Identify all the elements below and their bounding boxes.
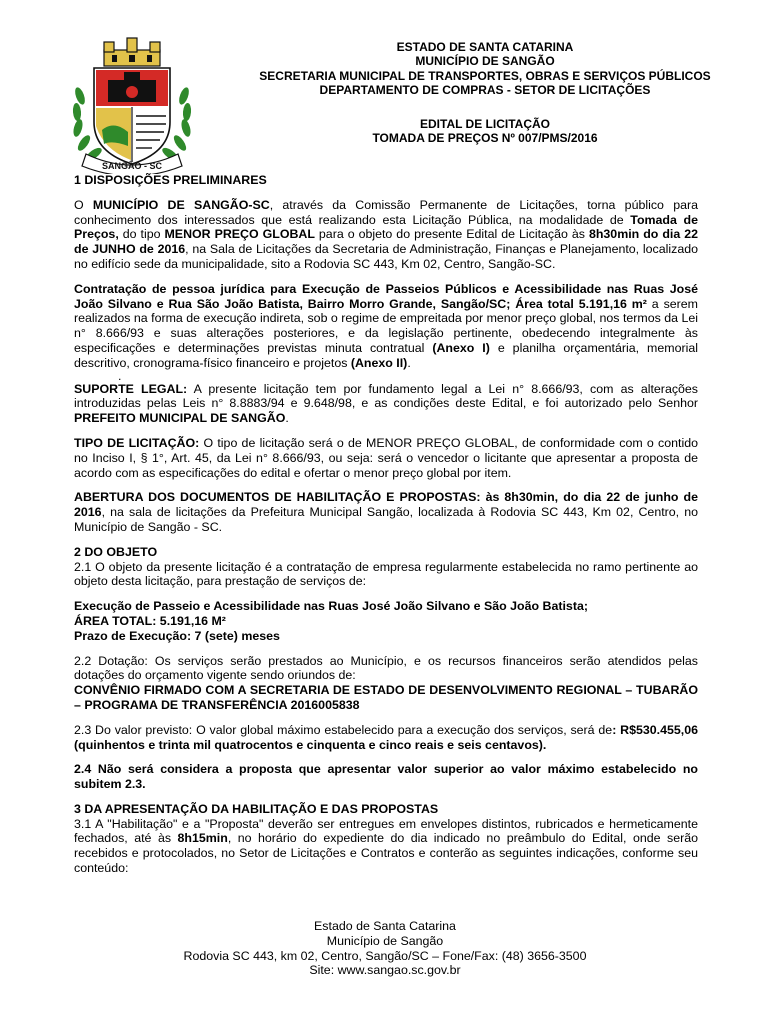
paragraph-object-summary: Contratação de pessoa jurídica para Execução de Passeios Públicos e Acessibilidade nas Ruas José João Silvano e Rua São João Batista, Bairro Morro Grande, Sangão/SC; Área total 5.191,16 m² a serem realizados na forma de execução indireta, sob o regime de empreitada por menor preço global, nos termos da Lei n° 8.666/93 e suas alterações posteriores, e da legislação pertinente, obedecendo integralmente às especificações e determinações previstas minuta contratual (Anexo I) e planilha orçamentária, memorial descritivo, cronograma-físico financeiro e projetos (Anexo II). bbox=[74, 281, 699, 370]
header-state: ESTADO DE SANTA CATARINA bbox=[396, 40, 574, 54]
document-header bbox=[240, 40, 730, 97]
header-municipality: MUNICÍPIO DE SANGÃO bbox=[415, 54, 555, 69]
object-total-area: ÁREA TOTAL: 5.191,16 M² bbox=[74, 613, 226, 628]
section-3-heading: 3 DA APRESENTAÇÃO DA HABILITAÇÃO E DAS PROPOSTAS bbox=[74, 801, 439, 816]
item-2-1: 2.1 O objeto da presente licitação é a contratação de empresa regularmente estabelecida no ramo pertinente ao objeto desta licitação, para prestação de serviços de: bbox=[74, 559, 698, 589]
paragraph-legal-support: SUPORTE LEGAL: A presente licitação tem por fundamento legal a Lei n° 8.666/93, com as alterações introduzidas pelas Leis n° 8.8883/94 e 9.648/98, e as condições deste Edital, e foi autorizado pelo Senhor PREFEITO MUNICIPAL DE SANGÃO. bbox=[74, 381, 699, 426]
item-2-3: 2.3 Do valor previsto: O valor global máximo estabelecido para a execução dos serviços, será de: R$530.455,06 (quinhentos e trinta mil quatrocentos e cinquenta e cinco reais e seis centavos). bbox=[74, 722, 698, 752]
footer-address: Rodovia SC 443, km 02, Centro, Sangão/SC – Fone/Fax: (48) 3656-3500 bbox=[183, 948, 587, 963]
municipal-crest-logo bbox=[68, 36, 196, 174]
object-description: Execução de Passeio e Acessibilidade nas Ruas José João Silvano e São João Batista; bbox=[74, 599, 588, 614]
item-2-4: 2.4 Não será considera a proposta que apresentar valor superior ao valor máximo estabelecido no subitem 2.3. bbox=[74, 762, 698, 792]
item-2-2-funding: CONVÊNIO FIRMADO COM A SECRETARIA DE ESTADO DE DESENVOLVIMENTO REGIONAL – TUBARÃO – PROGRAMA DE TRANSFERÊNCIA 2016005838 bbox=[74, 683, 698, 712]
crest-ribbon-text: SANGÃO - SC bbox=[101, 161, 163, 171]
item-3-1: 3.1 A "Habilitação" e a "Proposta" deverão ser entregues em envelopes distintos, rubricados e hermeticamente fechados, até às 8h15min, no horário do expediente do dia indicado no preâmbulo do Edital, onde serão recebidos e protocolados, no Setor de Licitações e Contratos e conterão as seguintes indicações, conforme seu conteúdo: bbox=[74, 816, 698, 876]
footer-website: Site: www.sangao.sc.gov.br bbox=[309, 963, 461, 978]
header-department: DEPARTAMENTO DE COMPRAS - SETOR DE LICITAÇÕES bbox=[319, 82, 651, 97]
footer-municipality: Município de Sangão bbox=[326, 933, 444, 948]
document-title bbox=[240, 117, 730, 146]
object-execution-term: Prazo de Execução: 7 (sete) meses bbox=[74, 628, 280, 643]
document-footer bbox=[0, 919, 770, 978]
paragraph-bid-type: TIPO DE LICITAÇÃO: O tipo de licitação será o de MENOR PREÇO GLOBAL, de conformidade com o contido no Inciso I, § 1°, Art. 45, da Lei n° 8.666/93, ou seja: será o vencedor o licitante que apresentar a proposta de acordo com as especificações do edital e ofertar o menor preço global por item. bbox=[74, 435, 698, 480]
document-body bbox=[74, 173, 698, 876]
item-2-2: 2.2 Dotação: Os serviços serão prestados ao Município, e os recursos financeiros serão atendidos pelas dotações do orçamento vigente sendo oriundos de: bbox=[74, 653, 698, 683]
section-2-heading: 2 DO OBJETO bbox=[74, 544, 158, 559]
paragraph-preamble: O MUNICÍPIO DE SANGÃO-SC, através da Comissão Permanente de Licitações, torna público para conhecimento dos interessados que está realizando esta Licitação Pública, na modalidade de Tomada de Preços, do tipo MENOR PREÇO GLOBAL para o objeto do presente Edital de Licitação às 8h30min do dia 22 de JUNHO de 2016, na Sala de Licitações da Secretaria de Administração, Finanças e Planejamento, localizado no edifício sede da municipalidade, sito a Rodovia SC 443, Km 02, Centro, Sangão-SC. bbox=[74, 197, 698, 271]
header-secretariat: SECRETARIA MUNICIPAL DE TRANSPORTES, OBRAS E SERVIÇOS PÚBLICOS bbox=[259, 68, 711, 83]
footer-state: Estado de Santa Catarina bbox=[314, 919, 456, 933]
stray-dot: . bbox=[118, 368, 122, 383]
tomada-precos-number: TOMADA DE PREÇOS Nº 007/PMS/2016 bbox=[372, 131, 598, 146]
paragraph-opening: ABERTURA DOS DOCUMENTOS DE HABILITAÇÃO E PROPOSTAS: às 8h30min, do dia 22 de junho de 2016, na sala de licitações da Prefeitura Municipal Sangão, localizada à Rodovia SC 443, Km 02, Centro, no Município de Sangão - SC. bbox=[74, 490, 698, 534]
edital-title: EDITAL DE LICITAÇÃO bbox=[420, 117, 550, 131]
section-1-heading: 1 DISPOSIÇÕES PRELIMINARES bbox=[74, 173, 267, 187]
